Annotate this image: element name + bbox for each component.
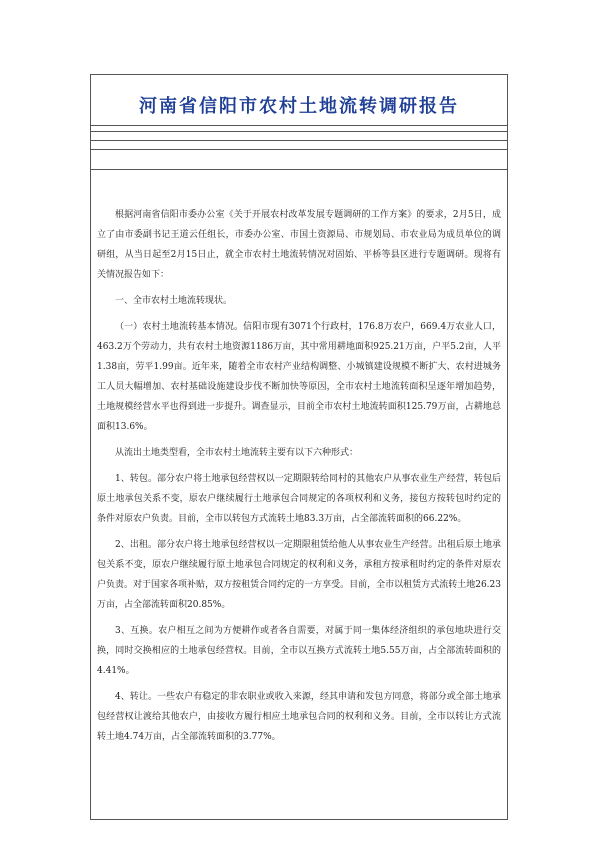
divider-line — [91, 131, 507, 132]
paragraph-basic-situation: （一）农村土地流转基本情况。信阳市现有3071个行政村，176.8万农户，669.4万农业人口，463.2万个劳动力，共有农村土地资源1186万亩，其中常用耕地面积925.21万亩，户平5.2亩，人平1.38亩，劳平1.99亩。近年来，随着全市农村产业结构调整、小城镇建设规模不断扩大、农村进城务工人员大幅增加、农村基础设施建设步伐不断加快等原因，全市农村土地流转面积呈逐年增加趋势，土地规模经营水平也得到进一步提升。调查显示，目前全市农村土地流转面积125.79万亩，占耕地总面积13.6%。 — [97, 322, 501, 432]
report-title: 河南省信阳市农村土地流转调研报告 — [139, 96, 459, 117]
report-frame — [90, 74, 508, 820]
divider-line — [91, 140, 507, 141]
paragraph-exchange: 3、互换。农户相互之间为方便耕作或者各自需要，对属于同一集体经济组织的承包地块进行交换，同时交换相应的土地承包经营权。目前，全市以互换方式流转土地5.55万亩，占全部流转面积的4.41%。 — [97, 626, 501, 676]
report-body — [97, 205, 501, 747]
paragraph-lease: 2、出租。部分农户将土地承包经营权以一定期限租赁给他人从事农业生产经营。出租后原土地承包关系不变，原农户继续履行原土地承包合同规定的权利和义务，承租方按承租时约定的条件对原农户负责。对于国家各项补贴，双方按租赁合同约定的一方享受。目前，全市以租赁方式流转土地26.23万亩，占全部流转面积20.85%。 — [97, 540, 501, 610]
paragraph-forms-intro: 从流出土地类型看，全市农村土地流转主要有以下六种形式： — [115, 448, 359, 458]
section-heading: 一、全市农村土地流转现状。 — [115, 296, 233, 306]
paragraph-subcontract: 1、转包。部分农户将土地承包经营权以一定期限转给同村的其他农户从事农业生产经营，转包后原土地承包关系不变，原农户继续履行土地承包合同规定的各项权利和义务，接包方按转包时约定的条件对原农户负责。目前，全市以转包方式流转土地83.3万亩，占全部流转面积的66.22%。 — [97, 474, 501, 524]
divider-line — [91, 149, 507, 150]
title-row — [91, 75, 507, 126]
paragraph-intro: 根据河南省信阳市委办公室《关于开展农村改革发展专题调研的工作方案》的要求，2月5日，成立了由市委副书记王道云任组长，市委办公室、市国土资源局、市规划局、市农业局为成员单位的调研组，从当日起至2月15日止，就全市农村土地流转情况对固始、平桥等县区进行专题调研。现将有关情况报告如下： — [97, 210, 501, 280]
divider-line — [91, 169, 507, 170]
paragraph-transfer: 4、转让。一些农户有稳定的非农职业或收入来源，经其申请和发包方同意，将部分或全部土地承包经营权让渡给其他农户，由接收方履行相应土地承包合同的权利和义务。目前，全市以转让方式流转土地4.74万亩，占全部流转面积的3.77%。 — [97, 692, 501, 742]
